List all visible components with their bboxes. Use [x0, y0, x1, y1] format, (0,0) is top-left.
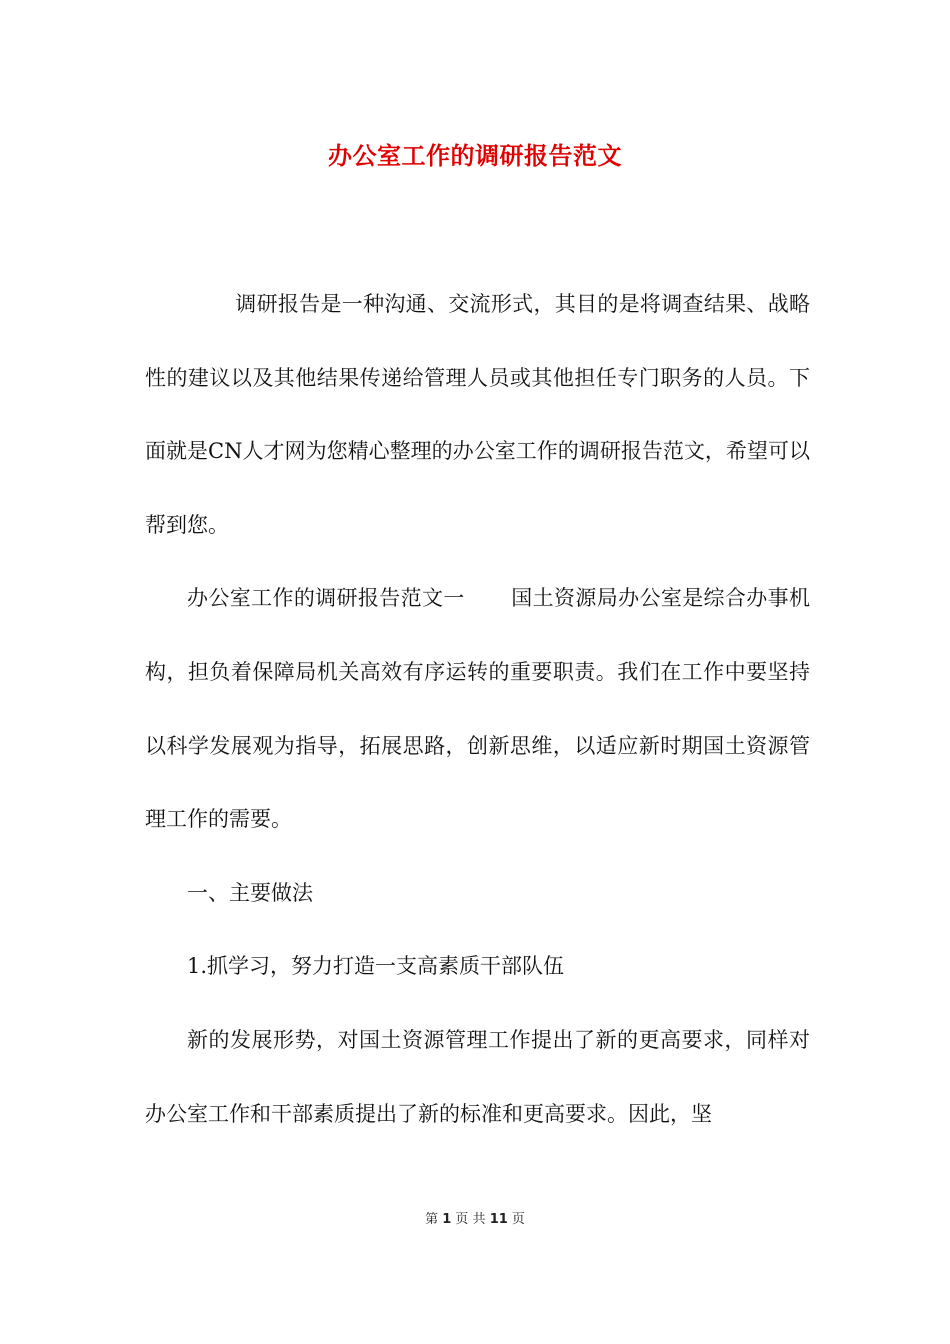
document-body: [145, 268, 810, 1151]
footer-page-number: 1: [442, 1212, 452, 1227]
footer-prefix: 第: [425, 1212, 439, 1227]
footer-middle: 页 共: [455, 1212, 486, 1227]
heading-point-one: 1.抓学习，努力打造一支高素质干部队伍: [187, 954, 565, 979]
paragraph-section-one: [145, 562, 810, 856]
document-title: 办公室工作的调研报告范文: [328, 141, 622, 170]
section-body: 国土资源局办公室是综合办事机构，担负着保障局机关高效有序运转的重要职责。我们在工作中要坚持以科学发展观为指导，拓展思路，创新思维，以适应新时期国土资源管理工作的需要。: [145, 586, 811, 832]
footer-total-pages: 11: [489, 1212, 508, 1227]
heading-main-practices: 一、主要做法: [187, 880, 313, 905]
section-heading: 办公室工作的调研报告范文一: [187, 586, 465, 611]
paragraph-intro: 调研报告是一种沟通、交流形式，其目的是将调查结果、战略性的建议以及其他结果传递给管理人员或其他担任专门职务的人员。下面就是CN人才网为您精心整理的办公室工作的调研报告范文，希望可以帮到您。: [145, 292, 810, 537]
page-footer: [0, 1208, 950, 1227]
paragraph-point-one-body: 新的发展形势，对国土资源管理工作提出了新的更高要求，同样对办公室工作和干部素质提出了新的标准和更高要求。因此，坚: [145, 1027, 810, 1126]
footer-suffix: 页: [511, 1212, 525, 1227]
